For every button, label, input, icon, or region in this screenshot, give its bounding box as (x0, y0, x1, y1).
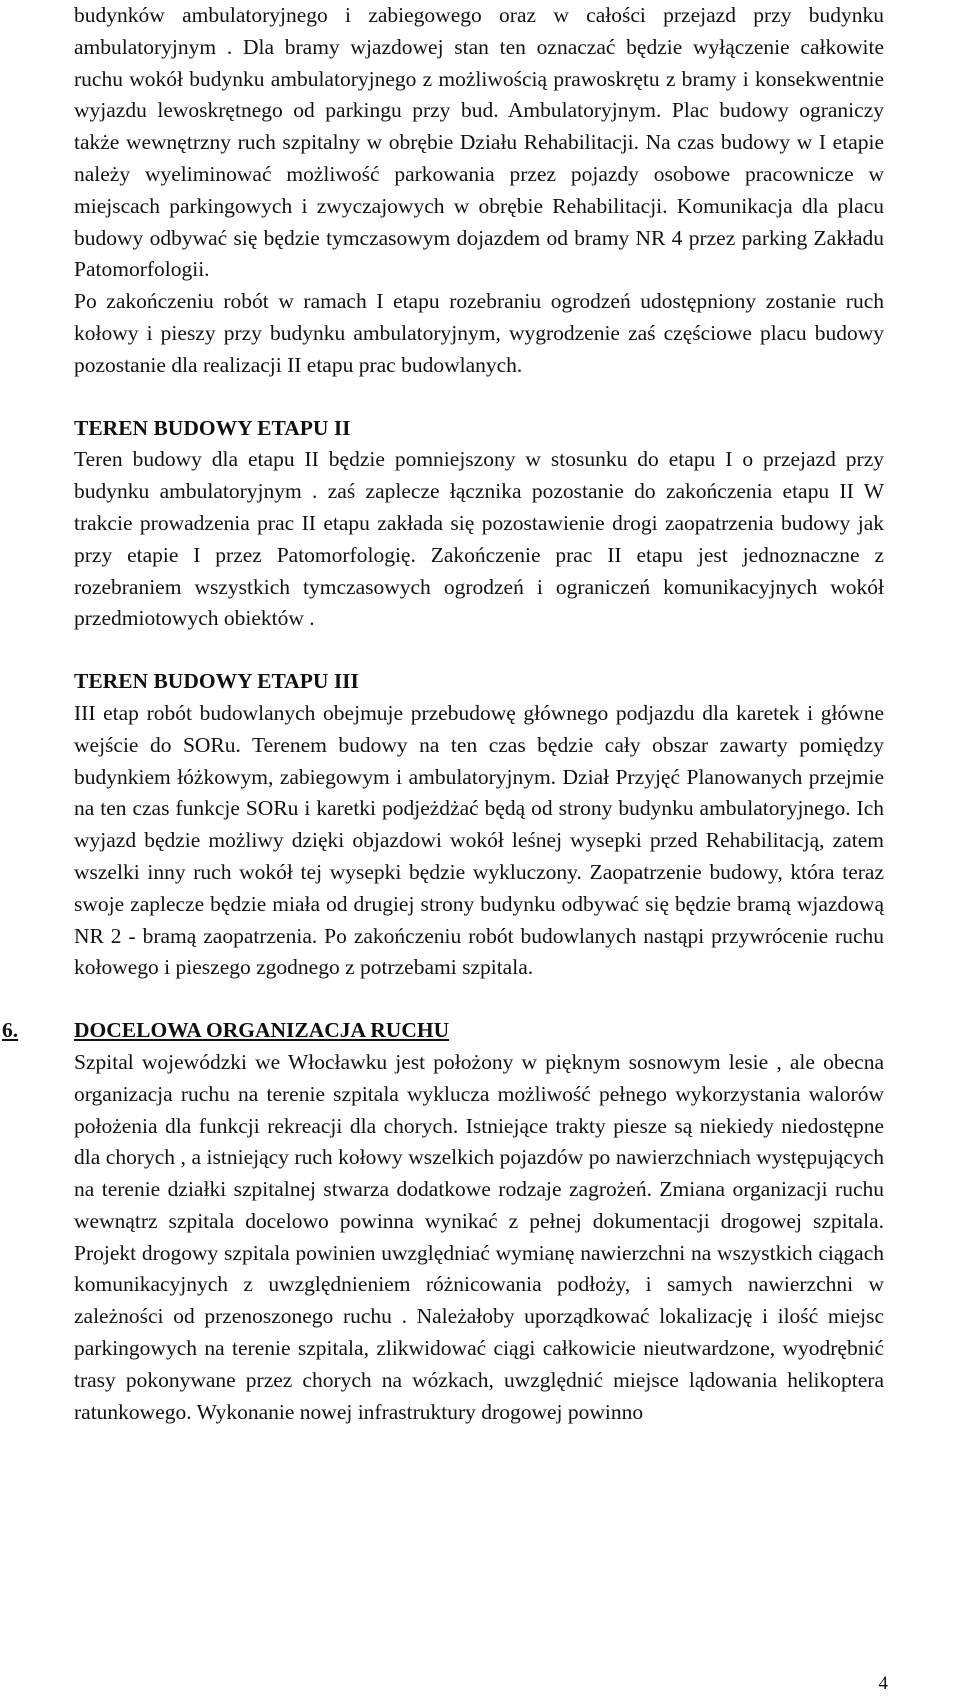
spacer (74, 984, 884, 1015)
spacer (74, 382, 884, 413)
page-number: 4 (878, 1673, 888, 1694)
paragraph-stage3: III etap robót budowlanych obejmuje przebudowę głównego podjazdu dla karetek i główne wejście do SORu. Terenem budowy na ten czas będzie cały obszar zawarty pomiędzy budynkiem łóżkowym, zabiegowym i ambulatoryjnym. Dział Przyjęć Planowanych przejmie na ten czas funkcje SORu i karetki podjeżdżać będą od strony budynku ambulatoryjnego. Ich wyjazd będzie możliwy dzięki objazdowi wokół leśnej wysepki przed Rehabilitacją, zatem wszelki inny ruch wokół tej wysepki będzie wykluczony. Zaopatrzenie budowy, która teraz swoje zaplecze będzie miała od drugiej strony budynku odbywać się będzie bramą wjazdową NR 2 - bramą zaopatrzenia. Po zakończeniu robót budowlanych nastąpi przywrócenie ruchu kołowego i pieszego zgodnego z potrzebami szpitala. (74, 700, 884, 980)
paragraph-stage1-traffic: budynków ambulatoryjnego i zabiegowego oraz w całości przejazd przy budynku ambulatoryjnym . Dla bramy wjazdowej stan ten oznaczać będzie wyłączenie całkowite ruchu wokół budynku ambulatoryjnego z możliwością prawoskrętu z bramy i konsekwentnie wyjazdu lewoskrętnego od parkingu przy bud. Ambulatoryjnym. Plac budowy ograniczy także wewnętrzny ruch szpitalny w obrębie Działu Rehabilitacji. Na czas budowy w I etapie należy wyeliminować możliwość parkowania przez pojazdy osobowe pracownicze w miejscach parkingowych i zwyczajowych w obrębie Rehabilitacji. Komunikacja dla placu budowy odbywać się będzie tymczasowym dojazdem od bramy NR 4 przez parking Zakładu Patomorfologii. (74, 3, 884, 282)
document-page (2, 0, 884, 1428)
heading-stage3: TEREN BUDOWY ETAPU III (74, 669, 359, 694)
paragraph-stage1-completion: Po zakończeniu robót w ramach I etapu rozebraniu ogrodzeń udostępniony zostanie ruch kołowy i pieszy przy budynku ambulatoryjnym, wygrodzenie zaś częściowe placu budowy pozostanie dla realizacji II etapu prac budowlanych. (74, 289, 884, 377)
paragraph-stage2: Teren budowy dla etapu II będzie pomniejszony w stosunku do etapu I o przejazd przy budynku ambulatoryjnym . zaś zaplecze łącznika pozostanie do zakończenia etapu II W trakcie prowadzenia prac II etapu zakłada się pozostawienie drogi zaopatrzenia budowy jak przy etapie I przez Patomorfologię. Zakończenie prac II etapu jest jednoznaczne z rozebraniem wszystkich tymczasowych ogrodzeń i ograniczeń komunikacyjnych wokół przedmiotowych obiektów . (74, 447, 884, 631)
section-heading-6 (2, 1015, 884, 1047)
section-title: DOCELOWA ORGANIZACJA RUCHU (74, 1018, 450, 1043)
spacer (74, 635, 884, 666)
section-number: 6. (2, 1018, 19, 1043)
paragraph-section6: Szpital wojewódzki we Włocławku jest położony w pięknym sosnowym lesie , ale obecna organizacja ruchu na terenie szpitala wyklucza możliwość pełnego wykorzystania walorów położenia dla funkcji rekreacji dla chorych. Istniejące trakty piesze są niekiedy niedostępne dla chorych , a istniejący ruch kołowy wszelkich pojazdów po nawierzchniach występujących na terenie działki szpitalnej stwarza dodatkowe rodzaje zagrożeń. Zmiana organizacji ruchu wewnątrz szpitala docelowo powinna wynikać z pełnej dokumentacji drogowej szpitala. Projekt drogowy szpitala powinien uwzględniać wymianę nawierzchni na wszystkich ciągach komunikacyjnych z uwzględnieniem różnicowania podłoży, i samych nawierzchni w zależności od przenoszonego ruchu . Należałoby uporządkować lokalizację i ilość miejsc parkingowych na terenie szpitala, zlikwidować ciągi całkowicie nieutwardzone, wyodrębnić trasy pokonywane przez chorych na wózkach, uwzględnić miejsce lądowania helikoptera ratunkowego. Wykonanie nowej infrastruktury drogowej powinno (74, 1049, 884, 1424)
heading-stage2: TEREN BUDOWY ETAPU II (74, 415, 351, 440)
